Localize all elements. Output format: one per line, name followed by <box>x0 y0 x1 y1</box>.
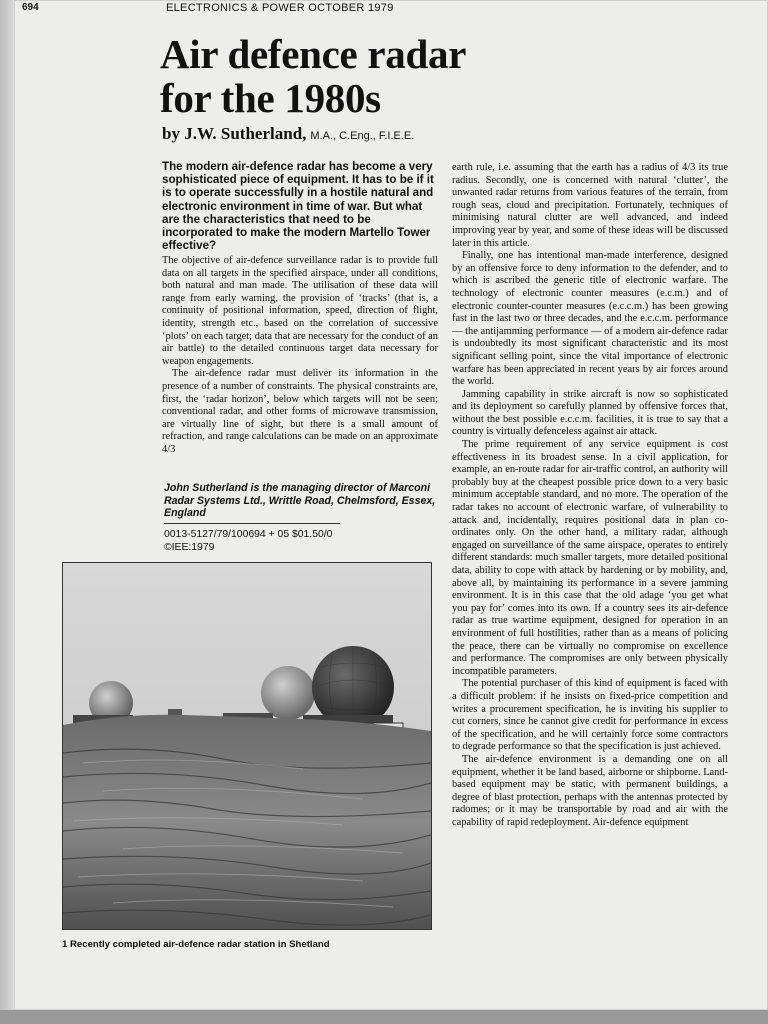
body-paragraph: The air-defence radar must deliver its information in the presence of a number of constraints. The physical constraints are, first, the ‘radar horizon’, below which targets will not be seen; conventional radar, and other forms of microwave transmission, are virtually line of sight, but there is a small amount of refraction, and range calculations can be made on an approximate 4/3 <box>162 368 438 455</box>
radar-station-photo <box>63 563 431 929</box>
body-column-right <box>452 162 728 829</box>
figure-photo-radar-station <box>62 562 432 930</box>
figure-caption: 1 Recently completed air-defence radar station in Shetland <box>62 939 330 950</box>
byline <box>162 124 414 144</box>
article-title <box>160 32 720 120</box>
divider <box>164 523 340 524</box>
author-note: John Sutherland is the managing director of Marconi Radar Systems Ltd., Writtle Road, Chelmsford, Essex, England <box>164 482 436 520</box>
author-credentials: M.A., C.Eng., F.I.E.E. <box>310 130 415 142</box>
standfirst: The modern air-defence radar has become a very sophisticated piece of equipment. It has to be if it is to operate successfully in a hostile natural and electronic environment in time of war. But what are the characteristics that need to be incorporated to make the modern Martello Tower effective? <box>162 160 434 253</box>
author-name: by J.W. Sutherland, <box>162 124 307 143</box>
journal-issue: ELECTRONICS & POWER OCTOBER 1979 <box>166 2 394 14</box>
body-column-left <box>162 255 438 457</box>
body-paragraph: The potential purchaser of this kind of equipment is faced with a difficult problem: if he insists on fixed-price competition and writes a procurement specification, he is inviting his supplier to cut corners, since he cannot give credit for performance in excess of the specification, and he will certainly force some contractors to degrade performance so that the specification is just achieved. <box>452 678 728 753</box>
body-paragraph: The prime requirement of any service equipment is cost effectiveness in its broadest sense. In a civil application, for example, an en-route radar for air-traffic control, an authority will probably buy at the cheapest possible price down to a very basic minimum acceptable standard, and no more. The operation of the radar takes no account of electronic warfare, of vulnerability to attack and, incidentally, requires positional data in plan co-ordinates only. On the other hand, a military radar, although engaged on surveillance of the same airspace, operates to entirely different standards: much smaller targets, more detailed positional data, ability to cope with attack by hardening or by mobility, and, above all, by maintaining its performance in a severe jamming environment. It is in this case that the old adage ‘you get what you pay for’ comes into its own. If a country sees its air-defence radar as true wartime equipment, designed for operation in an environment of full hostilities, rather than as a means of policing the peace, there can be virtually no compromise on excellence and performance. The compromises are only between physically incompatible parameters. <box>452 439 728 677</box>
title-line-2: for the 1980s <box>160 75 381 121</box>
body-paragraph: The objective of air-defence surveillance radar is to provide full data on all targets in the specified airspace, under all conditions, both natural and man made. The utilisation of these data will range from early warning, the provision of ‘tracks’ (that is, a continuity of positional information, speed, direction of flight, identity, strength etc., based on the correlation of successive ‘plots’ on each target; data that are necessary for the conduct of an air battle) to the detailed continuous target data necessary for weapon engagements. <box>162 255 438 367</box>
body-paragraph: earth rule, i.e. assuming that the earth has a radius of 4/3 its true radius. Secondly, one is concerned with natural ‘clutter’, the unwanted radar returns from various features of the terrain, from rough seas, cloud and precipitation. Fortunately, techniques of minimising natural clutter are well advanced, and indeed improving year by year, and some of these ideas will be discussed later in this article. <box>452 162 728 249</box>
copyright: ©IEE:1979 <box>164 542 215 553</box>
body-paragraph: The air-defence environment is a demanding one on all equipment, whether it be land based, airborne or shipborne. Land-based equipment may be static, with permanent buildings, a degree of blast protection, perhaps with the antennas protected by radomes; or it may be transportable by road and air with the capability of rapid redeployment. Air-defence equipment <box>452 753 728 828</box>
title-line-1: Air defence radar <box>160 31 467 77</box>
issn-block <box>164 528 424 554</box>
body-paragraph: Jamming capability in strike aircraft is now so sophisticated and its deployment so carefully planned by offensive forces that, without the best possible e.c.c.m. facilities, it is true to say that a country is virtually defenceless against air attack. <box>452 388 728 438</box>
body-paragraph: Finally, one has intentional man-made interference, designed by an offensive force to deny information to the defender, and to which is ascribed the generic title of electronic warfare. The technology of electronic counter measures (e.c.m.) and of electronic counter-counter measures (e.c.c.m.) has been growing fast in the last two or three decades, and the e.c.c.m. performance — the antijamming performance — of a modern air-defence radar is undoubtedly its most significant characteristic and its most significant selling point, since the vital importance of electronic warfare has been appreciated in recent years by air forces around the world. <box>452 250 728 388</box>
page-bottom-edge <box>0 1010 768 1024</box>
page-number: 694 <box>22 2 39 13</box>
issn-code: 0013-5127/79/100694 + 05 $01.50/0 <box>164 529 333 540</box>
running-header <box>42 2 762 16</box>
